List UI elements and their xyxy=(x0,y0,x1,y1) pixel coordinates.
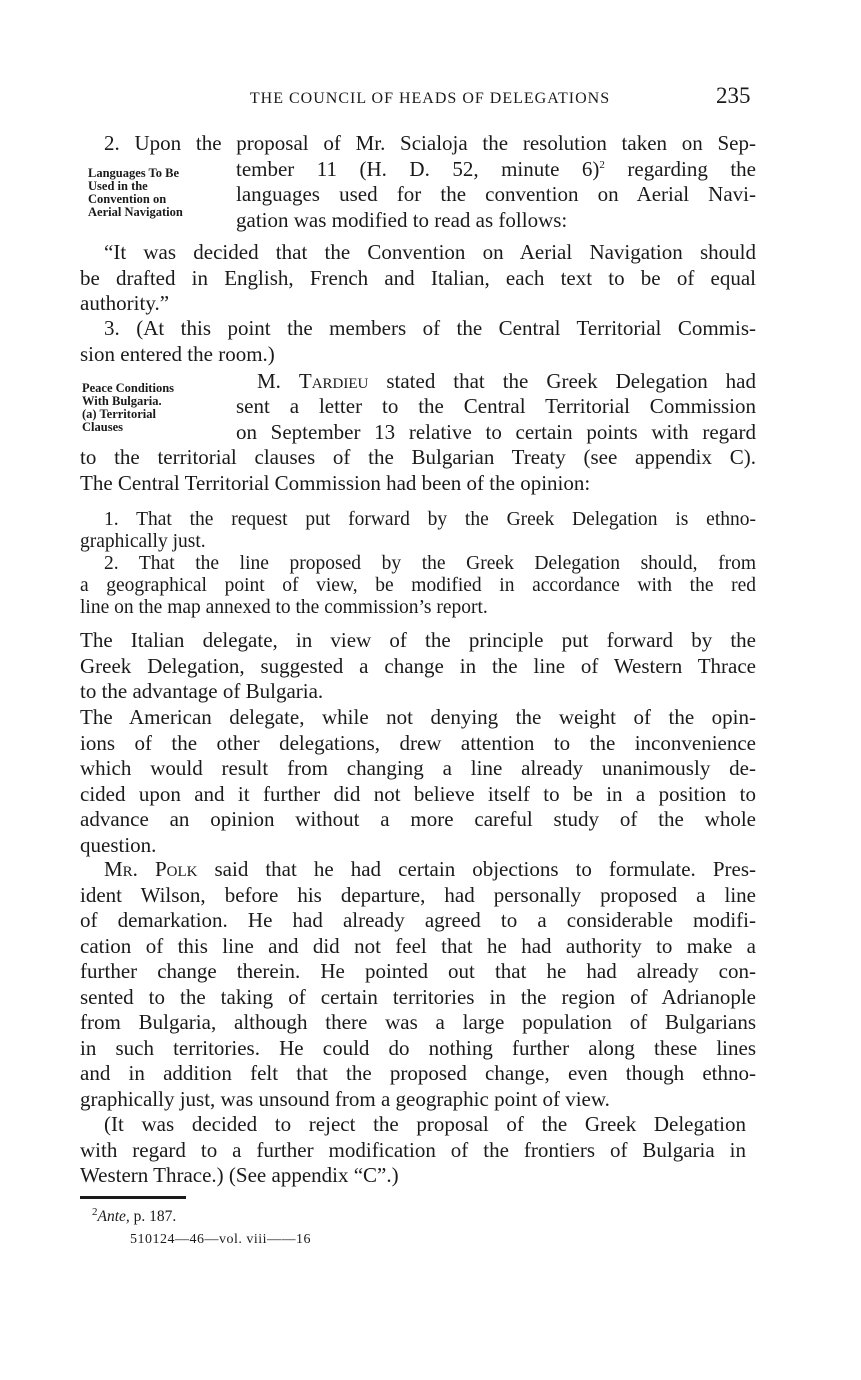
footnote xyxy=(92,1205,177,1226)
text-line: advance an opinion without a more careful study of the whole xyxy=(80,807,756,831)
text-segment: tember 11 (H. D. 52, minute 6) xyxy=(236,156,600,181)
text-line: 3. (At this point the members of the Central Territorial Commis- xyxy=(104,316,756,340)
sidenote-line: Peace Conditions xyxy=(82,381,175,395)
list-item-line: a geographical point of view, be modified in accordance with the red xyxy=(80,575,756,596)
text-line: ions of the other delegations, drew attention to the inconvenience xyxy=(80,730,756,755)
text-line: in such territories. He could do nothing further along these lines xyxy=(80,1035,756,1060)
text-line: gation was modified to read as follows: xyxy=(236,207,568,232)
text-line: cided upon and it further did not believe itself to be in a position to xyxy=(80,781,756,806)
footnote-text: p. 187. xyxy=(129,1208,177,1225)
text-line: “It was decided that the Convention on Aerial Navigation should xyxy=(104,240,756,264)
paragraph-2-body xyxy=(236,157,756,234)
polk-paragraph xyxy=(80,857,756,1112)
page-number: 235 xyxy=(716,83,751,108)
text-line: to the territorial clauses of the Bulgarian Treaty (see appendix C). xyxy=(80,445,756,469)
list-item-line: 2. That the line proposed by the Greek Delegation should, from xyxy=(104,553,756,574)
american-paragraph xyxy=(80,705,756,858)
sidenote-line: Clauses xyxy=(82,420,123,434)
decision-paragraph xyxy=(80,1112,746,1189)
text-line: which would result from changing a line already unanimously de- xyxy=(80,756,756,780)
sidenote-line: Used in the xyxy=(88,179,148,193)
text-line: with regard to a further modification of the frontiers of Bulgaria in xyxy=(80,1137,746,1162)
sidenote-line: Convention on xyxy=(88,192,167,206)
text-segment: M. xyxy=(257,368,299,393)
text-line: sion entered the room.) xyxy=(80,341,275,366)
text-line: cation of this line and did not feel that he had authority to make a xyxy=(80,933,756,958)
text-line: be drafted in English, French and Italian, each text to be of equal xyxy=(80,265,756,290)
text-line: of demarkation. He had already agreed to a considerable modifi- xyxy=(80,908,756,932)
text-line xyxy=(236,157,756,183)
text-line: ident Wilson, before his departure, had personally proposed a line xyxy=(80,882,756,907)
sidenote-line: (a) Territorial xyxy=(82,407,156,421)
text-line: The Italian delegate, in view of the principle put forward by the xyxy=(80,628,756,652)
tardieu-paragraph-full xyxy=(80,445,756,496)
tardieu-paragraph-indented xyxy=(236,369,756,446)
text-line: sented to the taking of certain territories in the region of Adrianople xyxy=(80,984,756,1009)
text-line: Greek Delegation, suggested a change in the line of Western Thrace xyxy=(80,653,756,678)
footnote-ref: Ante, xyxy=(97,1208,130,1225)
print-code: 510124—46—vol. viii——16 xyxy=(130,1232,312,1247)
speaker-name: Mr. Polk xyxy=(104,857,198,881)
text-segment: stated that the Greek Delegation had xyxy=(368,368,756,393)
list-item-line: 1. That the request put forward by the Greek Delegation is ethno- xyxy=(104,509,756,530)
opinion-list xyxy=(80,509,756,619)
text-line: Western Thrace.) (See appendix “C”.) xyxy=(80,1163,399,1187)
text-line: question. xyxy=(80,832,157,857)
text-line: from Bulgaria, although there was a large population of Bulgarians xyxy=(80,1010,756,1034)
list-item-line: line on the map annexed to the commission’s report. xyxy=(80,597,488,618)
text-line xyxy=(236,369,756,395)
text-line: authority.” xyxy=(80,291,170,315)
running-header: THE COUNCIL OF HEADS OF DELEGATIONS xyxy=(249,90,611,107)
footnote-rule xyxy=(80,1196,186,1199)
speaker-name: Tardieu xyxy=(298,368,369,393)
text-line: The Central Territorial Commission had been of the opinion: xyxy=(80,470,591,495)
text-line: to the advantage of Bulgaria. xyxy=(80,679,324,703)
sidenote-peace-conditions xyxy=(82,382,174,434)
text-line: and in addition felt that the proposed change, even though ethno- xyxy=(80,1061,756,1085)
italian-paragraph xyxy=(80,628,756,705)
footnote-marker: 2 xyxy=(599,158,605,171)
text-line: further change therein. He pointed out that he had already con- xyxy=(80,959,756,983)
footnote-number: 2 xyxy=(92,1205,98,1218)
text-line: The American delegate, while not denying the weight of the opin- xyxy=(80,705,756,729)
text-line: sent a letter to the Central Territorial Commission xyxy=(236,394,756,418)
text-line: 2. Upon the proposal of Mr. Scialoja the resolution taken on Sep- xyxy=(104,131,756,155)
sidenote-languages xyxy=(88,167,183,219)
text-line: on September 13 relative to certain points with regard xyxy=(236,419,756,444)
sidenote-line: Languages To Be xyxy=(88,166,180,180)
text-line: graphically just, was unsound from a geographic point of view. xyxy=(80,1086,610,1111)
sidenote-line: With Bulgaria. xyxy=(82,394,162,408)
paragraph-3 xyxy=(80,316,756,367)
list-item-line: graphically just. xyxy=(80,531,206,552)
text-segment: regarding the xyxy=(604,156,756,181)
text-segment: said that he had certain objections to formulate. Pres- xyxy=(197,857,756,881)
paragraph-2-intro xyxy=(80,131,756,157)
text-line xyxy=(80,857,756,883)
sidenote-line: Aerial Navigation xyxy=(88,205,183,219)
text-line: (It was decided to reject the proposal of the Greek Delegation xyxy=(104,1112,746,1136)
resolution-quote xyxy=(80,240,756,317)
text-line: languages used for the convention on Aerial Navi- xyxy=(236,182,756,206)
